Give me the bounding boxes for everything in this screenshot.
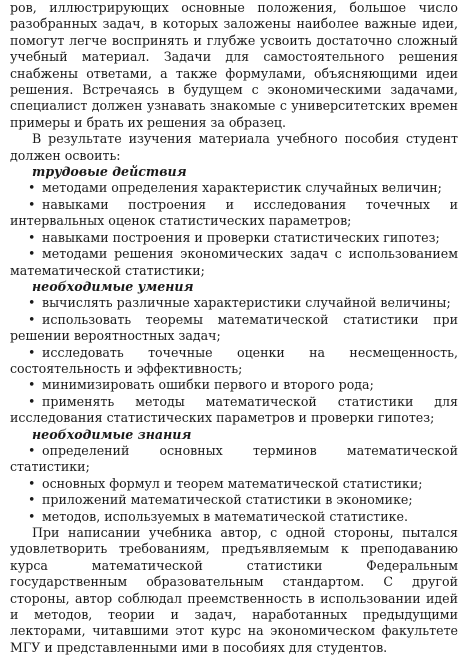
section-title: необходимые умения (32, 278, 194, 294)
bullet-icon: • (28, 442, 36, 458)
section-labor-actions (10, 164, 458, 279)
list-item: • методами решения экономических задач с использованием математической статистики; (10, 246, 458, 278)
bullet-icon: • (28, 492, 36, 508)
list-item: • методов, используемых в математической статистике. (28, 508, 408, 524)
bullet-icon: • (28, 295, 36, 311)
bullet-icon: • (28, 475, 36, 491)
bullet-icon: • (28, 377, 36, 393)
section-required-knowledge (10, 427, 458, 525)
bullet-icon: • (28, 180, 36, 196)
list-item: • методами определения характеристик случайных величин; (28, 180, 442, 196)
bullet-icon: • (28, 311, 36, 327)
bullet-icon: • (28, 508, 36, 524)
section-required-skills (10, 279, 458, 427)
section-title: необходимые знания (32, 426, 192, 442)
list-item: • использовать теоремы математической статистики при решении вероятностных задач; (10, 311, 458, 344)
outcomes-intro-paragraph: В результате изучения материала учебного пособия студент должен освоить: (10, 131, 458, 163)
bullet-icon: • (28, 246, 36, 262)
section-title: трудовые действия (32, 164, 187, 180)
bullet-icon: • (28, 196, 36, 212)
list-item: • навыками построения и исследования точечных и интервальных оценок статистических параметров; (10, 196, 458, 229)
list-item: • минимизировать ошибки первого и второго рода; (28, 377, 374, 393)
list-item: • вычислять различные характеристики случайной величины; (28, 295, 451, 311)
list-item: • применять методы математической статистики для исследования статистических параметров и проверки гипотез; (10, 393, 458, 426)
intro-paragraph: ров, иллюстрирующих основные положения, большое число разобранных задач, в которых заложены наиболее важные идеи, помогут легче воспринять и глубже усвоить достаточно сложный учебный материал. Задачи для самостоятельного решения снабжены ответами, а также формулами, объясняющими идеи решения. Встречаясь в будущем с экономическими задачами, специалист должен узнавать знакомые с университетских времен примеры и брать их решения за образец. (10, 0, 458, 130)
list-item: • исследовать точечные оценки на несмещенность, состоятельность и эффективность; (10, 344, 458, 376)
closing-paragraph: При написании учебника автор, с одной стороны, пытался удовлетворить требованиям, предъявляемым к преподаванию курса математической статистики Федеральным государственным образовательным стандартом. С другой стороны, автор соблюдал преемственность в использовании идей и методов, теории и задач, наработанных предыдущими лекторами, читавшими этот курс на экономическом факультете МГУ и представленными ими в пособиях для студентов. (10, 525, 458, 655)
bullet-icon: • (28, 393, 36, 409)
list-item: • основных формул и теорем математической статистики; (28, 475, 423, 491)
list-item: • определений основных терминов математической статистики; (10, 442, 458, 475)
list-item: • навыками построения и проверки статистических гипотез; (28, 229, 440, 245)
bullet-icon: • (28, 344, 36, 360)
bullet-icon: • (28, 229, 36, 245)
list-item: • приложений математической статистики в экономике; (28, 492, 413, 508)
